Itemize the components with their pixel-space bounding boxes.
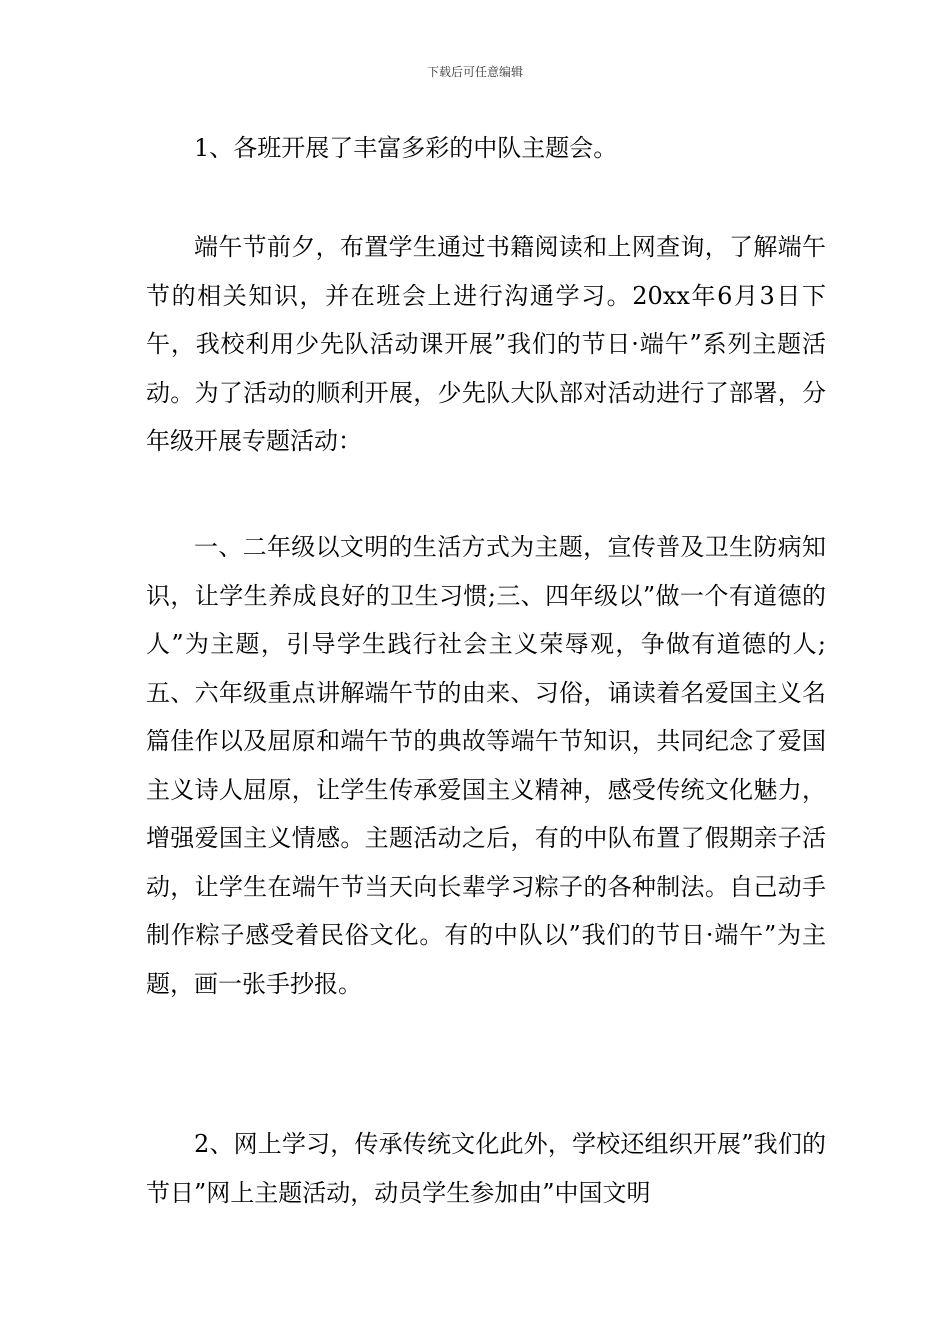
page-header: 下载后可任意编辑 bbox=[426, 65, 523, 79]
paragraph-3: 一、二年级以文明的生活方式为主题，宣传普及卫生防病知识，让学生养成良好的卫生习惯;三、四年级以”做一个有道德的人”为主题，引导学生践行社会主义荣辱观，争做有道德的人;五、六年级重点讲解端午节的由来、习俗，诵读着名爱国主义名篇佳作以及屈原和端午节的典故等端午节知识，共同纪念了爱国主义诗人屈原，让学生传承爱国主义精神，感受传统文化魅力，增强爱国主义情感。主题活动之后，有的中队布置了假期亲子活动，让学生在端午节当天向长辈学习粽子的各种制法。自己动手制作粽子感受着民俗文化。有的中队以”我们的节日·端午”为主题，画一张手抄报。 bbox=[146, 533, 826, 998]
paragraph-2: 端午节前夕，布置学生通过书籍阅读和上网查询，了解端午节的相关知识，并在班会上进行沟通学习。20xx年6月3日下午，我校利用少先队活动课开展”我们的节日·端午”系列主题活动。为了活动的顺利开展，少先队大队部对活动进行了部署，分年级开展专题活动： bbox=[146, 233, 826, 455]
paragraph-4: 2、网上学习，传承传统文化此外，学校还组织开展”我们的节日”网上主题活动，动员学生参加由”中国文明 bbox=[146, 1130, 826, 1207]
paragraph-1: 1、各班开展了丰富多彩的中队主题会。 bbox=[194, 134, 618, 162]
